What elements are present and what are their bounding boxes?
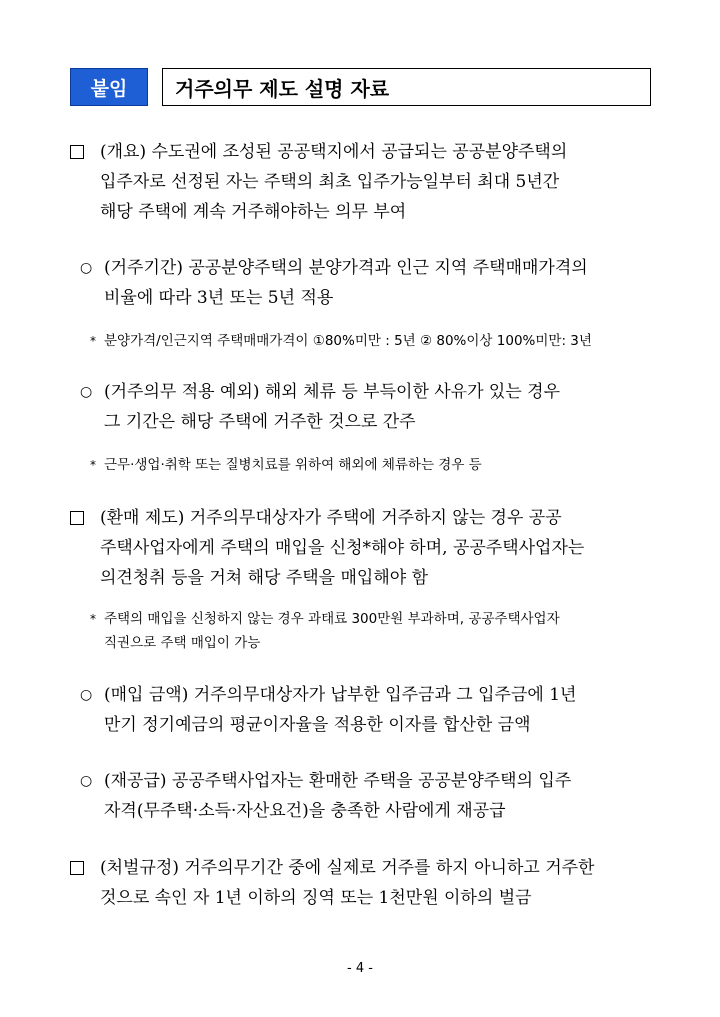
overview-paragraph — [70, 137, 670, 227]
header — [70, 68, 390, 106]
text-line: 비율에 따라 3년 또는 5년 적용 — [104, 288, 334, 308]
text-line: (개요) 수도권에 조성된 공공택지에서 공급되는 공공분양주택의 — [100, 142, 568, 162]
document-title: 거주의무 제도 설명 자료 — [162, 68, 651, 106]
text-line: (거주기간) 공공분양주택의 분양가격과 인근 지역 주택매매가격의 — [104, 258, 588, 278]
square-bullet-icon — [70, 137, 84, 169]
resupply-paragraph — [80, 766, 670, 826]
circle-bullet-icon: ○ — [80, 773, 93, 789]
circle-bullet-icon: ○ — [80, 384, 93, 400]
text-line: 만기 정기예금의 평균이자율을 적용한 이자를 합산한 금액 — [104, 715, 531, 735]
asterisk-icon: * — [90, 458, 96, 472]
residence-period-paragraph — [80, 253, 670, 313]
purchase-amount-paragraph — [80, 680, 670, 740]
text-line: (처벌규정) 거주의무기간 중에 실제로 거주를 하지 아니하고 거주한 — [100, 858, 595, 878]
text-line: (재공급) 공공주택사업자는 환매한 주택을 공공분양주택의 입주 — [104, 771, 572, 791]
text-line: (환매 제도) 거주의무대상자가 주택에 거주하지 않는 경우 공공 — [100, 508, 562, 528]
text-line: 근무·생업·취학 또는 질병치료를 위하여 해외에 체류하는 경우 등 — [104, 457, 482, 473]
attachment-badge: 붙임 — [70, 68, 148, 106]
text-line: 주택의 매입을 신청하지 않는 경우 과태료 300만원 부과하며, 공공주택사업자 — [104, 611, 560, 627]
text-line: (매입 금액) 거주의무대상자가 납부한 입주금과 그 입주금에 1년 — [104, 685, 577, 705]
asterisk-icon: * — [90, 612, 96, 626]
circle-bullet-icon: ○ — [80, 260, 93, 276]
page-number: - 4 - — [347, 961, 373, 976]
text-line: 주택사업자에게 주택의 매입을 신청*해야 하며, 공공주택사업자는 — [100, 538, 585, 558]
circle-bullet-icon: ○ — [80, 687, 93, 703]
text-line: 자격(무주택·소득·자산요건)을 충족한 사람에게 재공급 — [104, 801, 506, 821]
footnote — [90, 607, 670, 655]
footnote — [90, 453, 670, 477]
square-bullet-icon — [70, 503, 84, 535]
text-line: (거주의무 적용 예외) 해외 체류 등 부득이한 사유가 있는 경우 — [104, 382, 561, 402]
text-line: 것으로 속인 자 1년 이하의 징역 또는 1천만원 이하의 벌금 — [100, 888, 532, 908]
exception-paragraph — [80, 377, 670, 437]
footnote — [90, 329, 670, 353]
text-line: 해당 주택에 계속 거주해야하는 의무 부여 — [100, 202, 407, 222]
buyback-paragraph — [70, 503, 670, 593]
penalty-paragraph — [70, 853, 670, 913]
text-line: 그 기간은 해당 주택에 거주한 것으로 간주 — [104, 412, 416, 432]
asterisk-icon: * — [90, 334, 96, 348]
text-line: 분양가격/인근지역 주택매매가격이 ①80%미만 : 5년 ② 80%이상 100%미만: 3년 — [104, 333, 592, 349]
text-line: 의견청취 등을 거쳐 해당 주택을 매입해야 함 — [100, 568, 429, 588]
text-line: 입주자로 선정된 자는 주택의 최초 입주가능일부터 최대 5년간 — [100, 172, 560, 192]
square-bullet-icon — [70, 853, 84, 885]
text-line: 직권으로 주택 매입이 가능 — [104, 635, 261, 651]
